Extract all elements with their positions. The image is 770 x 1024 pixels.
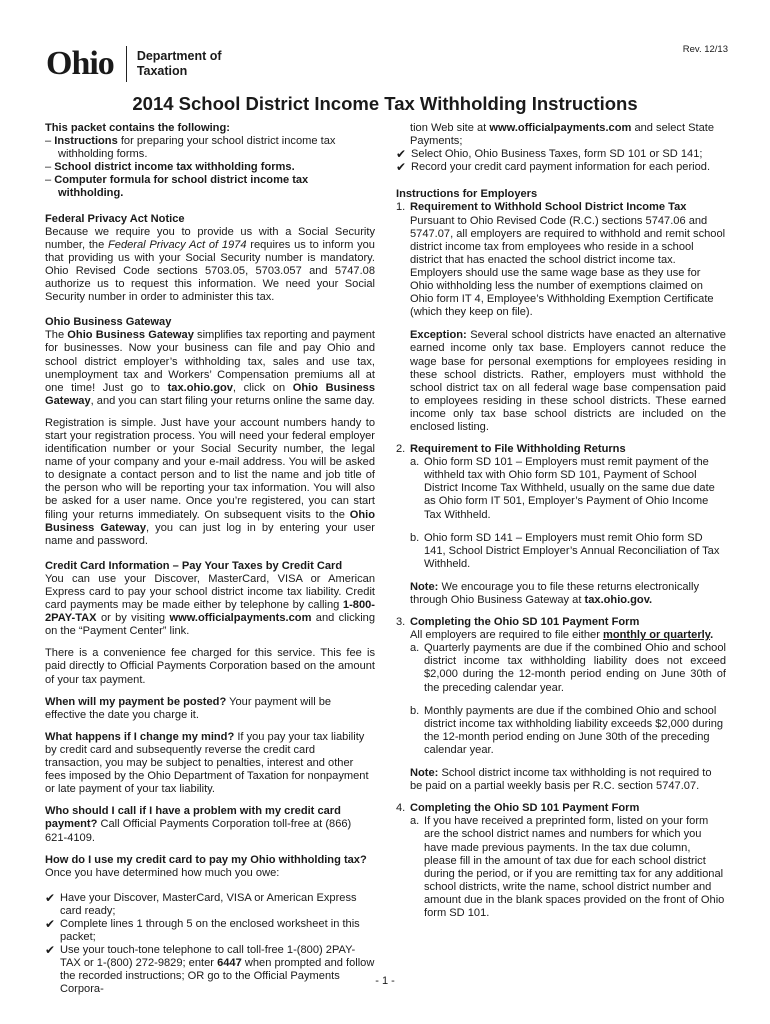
packet-heading: This packet contains the following:	[45, 122, 230, 134]
list-item: ✔ Complete lines 1 through 5 on the enclosed worksheet in this packet;	[45, 916, 360, 944]
section-2: 2. Requirement to File Withholding Returns a. Ohio form SD 101 – Employers must remit payment of the withheld tax with Ohio form SD 101, Payment of School District Income Tax Withheld, usually on the same due date as Ohio form IT 501, Employer’s Payment of Ohio Income Tax Withheld. b. Ohio form SD 141 – Employers must remit Ohio form SD 141, School District Employer’s Annual Reconciliation of Tax Withheld. Note: We encourage you to file these returns electronically through Ohio Business Gateway at tax.ohio.gov.	[396, 443, 726, 616]
dept-line2: Taxation	[136, 64, 188, 78]
credit-card-paragraph: You can use your Discover, MasterCard, VISA or American Express card to pay your school district income tax liability. Credit card payments may be made either by telephone by calling 1-800-2PAY-TAX or by visiting www.officialpayments.com and clicking on the “Payment Center” link.	[45, 572, 375, 638]
section-2a: a. Ohio form SD 101 – Employers must remit payment of the withheld tax with Ohio form SD 101, Payment of School District Income Tax Withheld, usually on the same due date as Ohio form IT 501, Employer’s Payment of Ohio Income Tax Withheld.	[410, 456, 715, 521]
fee-paragraph: There is a convenience fee charged for this service. This fee is paid directly to Official Payments Corporation based on the amount of your tax payment.	[45, 647, 375, 686]
list-item: – Instructions for preparing your school district income tax withholding forms.	[45, 135, 336, 161]
logo-divider	[126, 46, 127, 82]
list-item: – Computer formula for school district income tax withholding.	[45, 174, 309, 200]
payment-steps-continued	[396, 148, 726, 174]
checkmark-icon: ✔	[396, 160, 407, 175]
privacy-paragraph: Because we require you to provide us with a Social Security number, the Federal Privacy Act of 1974 requires us to inform you that providing us with your Social Security number is mandatory. Ohio Revised Code sections 5703.05, 5703.057 and 5747.08 authorize us to request this information. We need your Social Security number in order to administer this tax.	[45, 225, 375, 304]
dept-line1: Department of	[136, 49, 222, 63]
page-number: - 1 -	[375, 975, 395, 987]
list-item: – School district income tax withholding forms.	[45, 161, 295, 174]
section-4a: a. If you have received a preprinted form, listed on your form are the school district names and numbers for which you have made previous payments. In the tax due column, please fill in the amount of tax due for each school district during the period, or if you are remitting tax for any additional school districts, write the name, school district number and amount due in the blank spaces provided on the front of Ohio form SD 101.	[410, 815, 725, 919]
faq-how-to-pay: How do I use my credit card to pay my Ohio withholding tax? Once you have determined how much you owe:	[45, 853, 367, 879]
checkmark-icon: ✔	[45, 916, 56, 931]
section-3: 3. Completing the Ohio SD 101 Payment Form All employers are required to file either monthly or quarterly. a. Quarterly payments are due if the combined Ohio and school district income tax withholding liability does not exceed $2,000 during the 12-month period ending on June 30th of the preceding calendar year. b. Monthly payments are due if the combined Ohio and school district income tax withholding liability exceeds $2,000 during the 12-month period ending on June 30th of the preceding calendar year. Note: School district income tax withholding is not required to be paid on a partial weekly basis per R.C. section 5747.07.	[396, 616, 726, 793]
list-item: ✔ Select Ohio, Ohio Business Taxes, form SD 101 or SD 141;	[396, 147, 703, 162]
continuation-text: tion Web site at www.officialpayments.com and select State Payments;	[410, 122, 715, 148]
obg-paragraph: The Ohio Business Gateway simplifies tax reporting and payment for businesses. Now your business can file and pay Ohio and school district employer’s withholding tax, sales and use tax, unemployment tax and Workers’ Compensation premiums all at one time! Just go to tax.ohio.gov, click on Ohio Business Gateway, and you can start filing your returns online the same day.	[45, 329, 375, 407]
exception-note: Exception: Several school districts have enacted an alternative earned income only tax base. Employers cannot reduce the wage base for personal exemptions for employees residing in these school districts. Rather, employers must withhold the school district tax on all federal wage base compensation paid to employees residing in these school districts. These earned income only tax base school districts are included on the enclosed listing.	[410, 329, 726, 433]
ohio-logo	[46, 46, 222, 82]
section-3a: a. Quarterly payments are due if the combined Ohio and school district income tax withholding liability does not exceed $2,000 during the 12-month period ending on June 30th of the preceding calendar year.	[410, 642, 726, 694]
checkmark-icon: ✔	[396, 147, 407, 162]
list-item: ✔ Record your credit card payment information for each period.	[396, 160, 711, 175]
logo-department	[137, 49, 222, 79]
checkmark-icon: ✔	[45, 890, 56, 905]
faq-change-mind: What happens if I change my mind? If you pay your tax liability by credit card and subsequently reverse the credit card transaction, you may be subject to penalties, interest and other fees imposed by the Ohio Department of Taxation for nonpayment or late payment of your tax liability.	[45, 730, 369, 796]
left-column	[45, 122, 375, 997]
section-1: 1. Requirement to Withhold School District Income Tax Pursuant to Ohio Revised Code (R.C.) sections 5747.06 and 5747.07, all employers are required to withhold and remit school district income tax from employees who reside in a school district that has enacted the school district income tax. Employers should use the same wage base as they use for Ohio withholding less the number of exemptions claimed on Ohio form IT 4, Employee’s Withholding Exemption Certificate (which they keep on file). Exception: Several school districts have enacted an alternative earned income only tax base. Employers cannot reduce the wage base for personal exemptions for employees residing in these school districts. Rather, employers must withhold the school district tax on all federal wage base compensation paid to employees residing in these school districts. These earned income only tax base school districts are included on the enclosed listing.	[396, 201, 726, 433]
note-electronic: Note: We encourage you to file these returns electronically through Ohio Business Gateway at tax.ohio.gov.	[410, 580, 700, 606]
section-3b: b. Monthly payments are due if the combined Ohio and school district income tax withholding liability exceeds $2,000 during the 12-month period ending on June 30th of the preceding calendar year.	[410, 704, 724, 756]
packet-list	[45, 135, 375, 200]
revision-date: Rev. 12/13	[682, 44, 728, 55]
section-2b: b. Ohio form SD 141 – Employers must remit Ohio form SD 141, School District Employer’s Annual Reconciliation of Tax Withheld.	[410, 531, 720, 570]
page-title: 2014 School District Income Tax Withholding Instructions	[132, 93, 638, 114]
right-column	[396, 122, 726, 920]
list-item: ✔ Use your touch-tone telephone to call toll-free 1-(800) 2PAY- TAX or 1-(800) 272-9829; enter 6447 when prompted and follow the recorded instructions; OR go to the Official Payments Corpora-	[45, 943, 375, 996]
obg-heading: Ohio Business Gateway	[45, 316, 172, 329]
employers-heading: Instructions for Employers	[396, 188, 538, 201]
credit-card-heading: Credit Card Information – Pay Your Taxes by Credit Card	[45, 559, 343, 572]
faq-posted: When will my payment be posted? Your payment will be effective the date you charge it.	[45, 695, 332, 721]
list-item: ✔ Have your Discover, MasterCard, VISA or American Express card ready;	[45, 890, 357, 917]
note-partial-weekly: Note: School district income tax withholding is not required to be paid on a partial weekly basis per R.C. section 5747.07.	[410, 767, 712, 793]
checkmark-icon: ✔	[45, 943, 56, 958]
registration-paragraph: Registration is simple. Just have your account numbers handy to start your registration process. You will need your federal employer identification number or your Social Security number, the legal name of your company and your e-mail address. You will be asked to designate a contact person and to list the name and job title of the person who will be reporting your tax information. You will also be asked for a user name. Once you’re registered, you can start filing your returns immediately. On subsequent visits to the Ohio Business Gateway, you can just log in by entering your user name and password.	[45, 416, 375, 547]
faq-problem: Who should I call if I have a problem with my credit card payment? Call Official Payments Corporation toll-free at (866) 621-4109.	[45, 805, 352, 844]
section-4: 4. Completing the Ohio SD 101 Payment Form a. If you have received a preprinted form, listed on your form are the school district names and numbers for which you have made previous payments. In the tax due column, please fill in the amount of tax due for each school district during the period, or if you are remitting tax for any additional school districts, write the name, school district number and amount due in the blank spaces provided on the front of Ohio form SD 101.	[396, 802, 725, 919]
logo-word: Ohio	[46, 45, 114, 82]
privacy-heading: Federal Privacy Act Notice	[45, 212, 185, 225]
